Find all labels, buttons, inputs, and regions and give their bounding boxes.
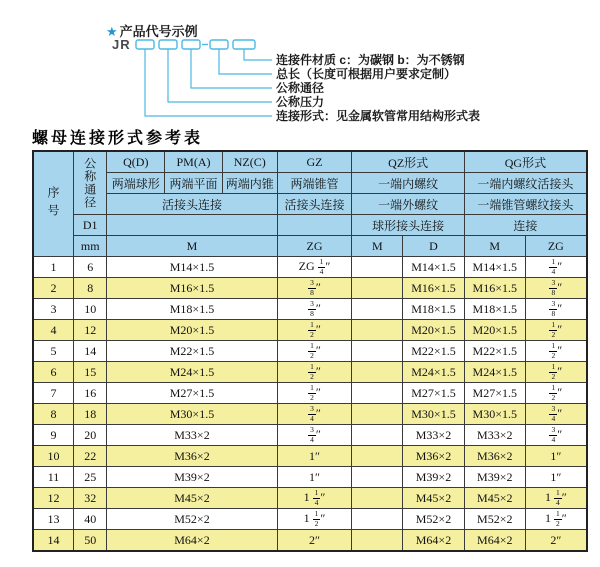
m-cell: M18×1.5 [107,299,277,320]
m-cell: M45×2 [107,488,277,509]
header-ball-joint: 球形接头连接 [352,215,464,236]
qz-d-cell: M18×1.5 [403,299,465,320]
seq-cell: 8 [33,404,74,425]
header-conn-union-1: 活接头连接 [107,194,277,215]
table-row [33,404,587,425]
m-cell: M33×2 [107,425,277,446]
header-blank-1 [107,215,277,236]
code-box-4 [210,40,228,49]
qz-m-cell [352,446,403,467]
gz-cell: 1″ [277,446,352,467]
seq-cell: 14 [33,530,74,552]
qz-m-cell [352,320,403,341]
table-row [33,320,587,341]
seq-cell: 6 [33,362,74,383]
header-group-qg: QG形式 [464,151,587,173]
gz-cell: $\frac{1}{2}$ ″ [277,362,352,383]
dn-cell: 40 [74,509,107,530]
qg-m-cell: M36×2 [464,446,525,467]
diagram-label-material: 连接件材质 c：为碳钢 b：为不锈钢 [276,53,465,67]
qz-m-cell [352,362,403,383]
header-qg-zg: ZG [525,236,587,257]
qz-m-cell [352,257,403,278]
qz-d-cell: M20×1.5 [403,320,465,341]
table-row [33,467,587,488]
qg-zg-cell: $\frac{3}{4}$ ″ [525,404,587,425]
dn-cell: 25 [74,467,107,488]
table-row [33,446,587,467]
gz-cell: $\frac{3}{4}$ ″ [277,425,352,446]
table-row [33,278,587,299]
seq-cell: 7 [33,383,74,404]
qg-zg-cell: $\frac{1}{2}$ ″ [525,383,587,404]
qz-d-cell: M24×1.5 [403,362,465,383]
table-body [33,257,587,552]
qz-m-cell [352,341,403,362]
gz-cell: $\frac{3}{4}$ ″ [277,404,352,425]
header-d1: D1 [74,215,107,236]
header-group-gz: GZ [277,151,352,173]
header-end-type-gz: 两端锥管 [277,173,352,194]
header-dn: 公称通径 [74,151,107,215]
seq-cell: 10 [33,446,74,467]
star-icon: ★ [106,24,118,39]
seq-cell: 1 [33,257,74,278]
code-box-3 [182,40,200,49]
header-conn-qz: 一端外螺纹 [352,194,464,215]
diagram-label-length: 总长（长度可根据用户要求定制） [276,67,457,81]
qg-m-cell: M33×2 [464,425,525,446]
qz-d-cell: M52×2 [403,509,465,530]
qz-d-cell: M45×2 [403,488,465,509]
gz-cell: 1″ [277,467,352,488]
dn-cell: 22 [74,446,107,467]
header-qz-d: D [403,236,465,257]
qg-m-cell: M24×1.5 [464,362,525,383]
dn-cell: 18 [74,404,107,425]
header-zg: ZG [277,236,352,257]
table-row [33,362,587,383]
gz-cell: 2″ [277,530,352,552]
qz-d-cell: M14×1.5 [403,257,465,278]
qz-d-cell: M22×1.5 [403,341,465,362]
qz-d-cell: M30×1.5 [403,404,465,425]
diagram-label-diameter: 公称通径 [276,81,325,95]
qz-m-cell [352,425,403,446]
m-cell: M27×1.5 [107,383,277,404]
table-row [33,341,587,362]
header-end-type-nzc: 两端内锥 [222,173,277,194]
qg-m-cell: M27×1.5 [464,383,525,404]
dn-cell: 20 [74,425,107,446]
gz-cell: 1 $\frac{1}{4}$ ″ [277,488,352,509]
qz-m-cell [352,467,403,488]
qz-m-cell [352,404,403,425]
dn-cell: 12 [74,320,107,341]
seq-cell: 2 [33,278,74,299]
table-row [33,383,587,404]
connector-line-1 [145,49,272,116]
dn-cell: 32 [74,488,107,509]
header-seq: 序号 [33,151,74,257]
diagram-label-pressure: 公称压力 [276,95,325,109]
code-box-2 [159,40,177,49]
qg-m-cell: M52×2 [464,509,525,530]
qz-m-cell [352,299,403,320]
qz-d-cell: M39×2 [403,467,465,488]
dn-cell: 50 [74,530,107,552]
qg-m-cell: M30×1.5 [464,404,525,425]
seq-cell: 9 [33,425,74,446]
qg-zg-cell: 2″ [525,530,587,552]
gz-cell: $\frac{1}{2}$ ″ [277,383,352,404]
qg-m-cell: M22×1.5 [464,341,525,362]
header-group-nzc: NZ(C) [222,151,277,173]
seq-cell: 5 [33,341,74,362]
m-cell: M24×1.5 [107,362,277,383]
dn-cell: 15 [74,362,107,383]
header-qg-m: M [464,236,525,257]
qz-d-cell: M36×2 [403,446,465,467]
qz-m-cell [352,278,403,299]
header-conn-union-2: 活接头连接 [277,194,352,215]
code-box-5 [233,40,255,49]
dn-cell: 10 [74,299,107,320]
connector-line-5 [244,49,272,60]
m-cell: M52×2 [107,509,277,530]
qz-d-cell: M64×2 [403,530,465,552]
header-group-qd: Q(D) [107,151,165,173]
qz-m-cell [352,530,403,552]
seq-cell: 12 [33,488,74,509]
m-cell: M36×2 [107,446,277,467]
table-title: 螺母连接形式参考表 [32,130,204,147]
header-qz-m: M [352,236,403,257]
gz-cell: 1 $\frac{1}{2}$ ″ [277,509,352,530]
header-connect: 连接 [464,215,587,236]
header-blank-2 [277,215,352,236]
qz-m-cell [352,383,403,404]
dn-cell: 6 [74,257,107,278]
table-row [33,530,587,552]
qz-d-cell: M27×1.5 [403,383,465,404]
header-end-type-qg: 一端内螺纹活接头 [464,173,587,194]
qg-m-cell: M20×1.5 [464,320,525,341]
qg-zg-cell: $\frac{1}{2}$ ″ [525,320,587,341]
qg-m-cell: M14×1.5 [464,257,525,278]
header-conn-qg: 一端锥管螺纹接头 [464,194,587,215]
header-end-type-qz: 一端内螺纹 [352,173,464,194]
m-cell: M22×1.5 [107,341,277,362]
table-row [33,257,587,278]
qg-zg-cell: $\frac{3}{8}$ ″ [525,299,587,320]
seq-cell: 4 [33,320,74,341]
header-end-type-pma: 两端平面 [165,173,223,194]
qg-m-cell: M16×1.5 [464,278,525,299]
header-m-span: M [107,236,277,257]
qg-zg-cell: $\frac{1}{2}$ ″ [525,362,587,383]
m-cell: M16×1.5 [107,278,277,299]
m-cell: M14×1.5 [107,257,277,278]
gz-cell: $\frac{3}{8}$ ″ [277,299,352,320]
qz-d-cell: M16×1.5 [403,278,465,299]
m-cell: M30×1.5 [107,404,277,425]
qg-zg-cell: $\frac{1}{2}$ ″ [525,341,587,362]
qz-d-cell: M33×2 [403,425,465,446]
qg-zg-cell: $\frac{1}{4}$ ″ [525,257,587,278]
qz-m-cell [352,488,403,509]
product-code-prefix: JR [112,37,131,52]
connector-line-3 [191,49,272,88]
gz-cell: $\frac{1}{2}$ ″ [277,341,352,362]
seq-cell: 3 [33,299,74,320]
dn-cell: 14 [74,341,107,362]
m-cell: M39×2 [107,467,277,488]
dn-cell: 16 [74,383,107,404]
nut-connection-table [32,150,588,552]
gz-cell: ZG $\frac{1}{4}$ ″ [277,257,352,278]
diagram-title-text: 产品代号示例 [119,24,198,39]
qg-m-cell: M39×2 [464,467,525,488]
qg-zg-cell: 1″ [525,446,587,467]
diagram-label-connection: 连接形式：见金属软管常用结构形式表 [276,109,481,123]
qg-m-cell: M45×2 [464,488,525,509]
qg-m-cell: M64×2 [464,530,525,552]
code-box-1 [136,40,154,49]
seq-cell: 11 [33,467,74,488]
qg-zg-cell: 1 $\frac{1}{2}$ ″ [525,509,587,530]
m-cell: M20×1.5 [107,320,277,341]
gz-cell: $\frac{1}{2}$ ″ [277,320,352,341]
qg-zg-cell: $\frac{3}{4}$ ″ [525,425,587,446]
seq-cell: 13 [33,509,74,530]
dn-cell: 8 [74,278,107,299]
header-mm: mm [74,236,107,257]
header-group-pma: PM(A) [165,151,223,173]
table-header [33,151,587,257]
m-cell: M64×2 [107,530,277,552]
connector-line-2 [168,49,272,102]
qg-zg-cell: 1 $\frac{1}{4}$ ″ [525,488,587,509]
header-end-type-qd: 两端球形 [107,173,165,194]
table-row [33,425,587,446]
connector-line-4 [219,49,272,74]
qz-m-cell [352,509,403,530]
table-row [33,299,587,320]
qg-zg-cell: 1″ [525,467,587,488]
gz-cell: $\frac{3}{8}$ ″ [277,278,352,299]
table-row [33,488,587,509]
qg-m-cell: M18×1.5 [464,299,525,320]
qg-zg-cell: $\frac{3}{8}$ ″ [525,278,587,299]
header-group-qz: QZ形式 [352,151,464,173]
table-row [33,509,587,530]
